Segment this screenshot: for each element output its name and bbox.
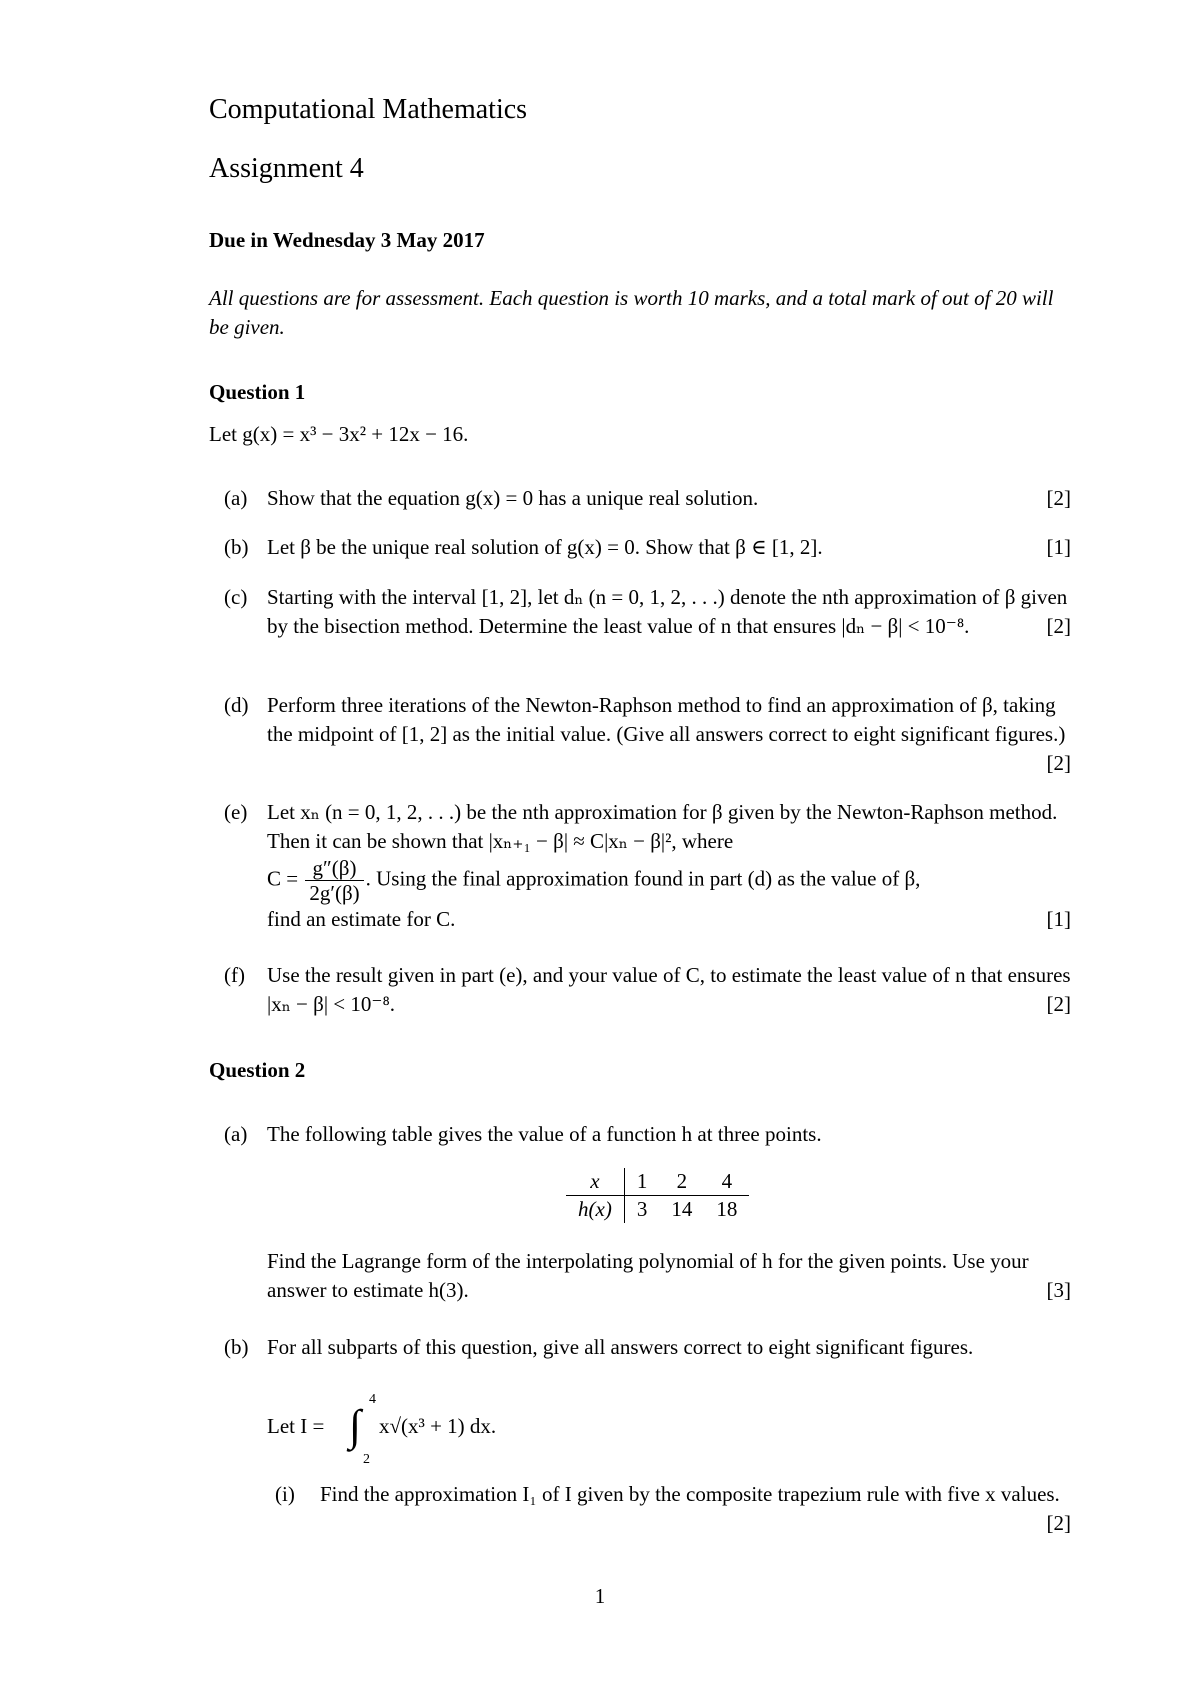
part-text: Find the Lagrange form of the interpolating polynomial of h for the given points. Use your answer to estimate h(3). — [267, 1249, 1029, 1302]
part-text: Use the result given in part (e), and your value of C, to estimate the least value of n that ensures |xₙ − β| < 10⁻⁸. — [267, 963, 1071, 1016]
table-cell: 3 — [636, 1197, 648, 1221]
question-2-part-b — [224, 1333, 1071, 1362]
part-text: Find the approximation I₁ of I given by the composite trapezium rule with five x values. — [320, 1482, 1060, 1506]
question-1-part-f — [224, 961, 1071, 1019]
integral-lower-limit: 2 — [363, 1452, 370, 1467]
question-2-part-a-continued — [224, 1247, 1071, 1305]
function-values-table — [566, 1168, 749, 1223]
table-row-header: h(x) — [566, 1196, 624, 1224]
table-cell: 4 — [704, 1168, 749, 1196]
part-mark: [2] — [1046, 992, 1071, 1016]
constant-c-fraction — [305, 856, 363, 905]
question-2-part-b-i — [275, 1480, 1071, 1538]
part-text: Let xₙ (n = 0, 1, 2, . . .) be the nth approximation for β given by the Newton-Raphson method. Then it can be shown that |xₙ₊₁ − β| ≈ C|xₙ − β|², where — [267, 800, 1058, 853]
part-mark: [1] — [1046, 535, 1071, 559]
table-cell: 1 — [624, 1168, 659, 1196]
part-text-continued: . Using the final approximation found in part (d) as the value of β, — [365, 866, 921, 891]
part-label: (b) — [224, 535, 249, 559]
part-label: (f) — [224, 963, 245, 987]
table-row — [566, 1196, 749, 1224]
part-text: Let β be the unique real solution of g(x) = 0. Show that β ∈ [1, 2]. — [267, 535, 823, 559]
integral-lhs: Let I = — [267, 1414, 325, 1438]
question-2-heading: Question 2 — [209, 1058, 306, 1082]
part-text: Show that the equation g(x) = 0 has a unique real solution. — [267, 486, 759, 510]
integral-sign: ∫ — [349, 1401, 362, 1450]
course-title: Computational Mathematics — [209, 94, 528, 125]
instructions: All questions are for assessment. Each question is worth 10 marks, and a total mark of out of 20 will be given. — [209, 286, 1054, 339]
question-1-intro: Let g(x) = x³ − 3x² + 12x − 16. — [209, 422, 469, 446]
part-label: (a) — [224, 486, 248, 510]
part-mark: [2] — [1046, 486, 1071, 510]
part-mark: [2] — [1046, 751, 1071, 775]
question-1-part-c — [224, 583, 1071, 641]
integrand: x√(x³ + 1) dx. — [379, 1414, 497, 1438]
part-label: (c) — [224, 585, 248, 609]
part-label: (e) — [224, 800, 248, 824]
part-label: (a) — [224, 1122, 248, 1146]
table-row-header: x — [566, 1168, 624, 1196]
question-2-part-a — [224, 1120, 1071, 1149]
question-1-part-a — [224, 484, 1071, 513]
part-text-end: find an estimate for C. — [267, 907, 456, 931]
table-cell: 18 — [716, 1197, 738, 1221]
part-text: For all subparts of this question, give all answers correct to eight significant figures. — [267, 1335, 974, 1359]
part-text: The following table gives the value of a function h at three points. — [267, 1122, 822, 1146]
due-date: Due in Wednesday 3 May 2017 — [209, 228, 485, 252]
assignment-title: Assignment 4 — [209, 153, 364, 184]
fraction-denominator: 2g′(β) — [309, 881, 360, 905]
integral-definition — [224, 1392, 1071, 1467]
constant-c-label: C = — [267, 866, 299, 891]
question-1-part-e — [224, 798, 1071, 934]
table-cell: 2 — [659, 1168, 704, 1196]
part-mark: [2] — [1046, 614, 1071, 638]
part-label: (i) — [275, 1482, 295, 1506]
table-row — [566, 1168, 749, 1196]
question-1-part-b — [224, 533, 1071, 562]
question-1-part-d — [224, 691, 1071, 778]
part-mark: [1] — [1046, 907, 1071, 931]
integral-upper-limit: 4 — [369, 1392, 376, 1407]
part-label: (d) — [224, 693, 249, 717]
part-text: Perform three iterations of the Newton-Raphson method to find an approximation of β, taking the midpoint of [1, 2] as the initial value. (Give all answers correct to eight significant figures.) — [267, 693, 1066, 746]
question-1-heading: Question 1 — [209, 380, 306, 404]
table-cell: 14 — [671, 1197, 693, 1221]
fraction-numerator: g″(β) — [305, 856, 363, 881]
page-number: 1 — [594, 1584, 606, 1608]
part-mark: [3] — [1046, 1278, 1071, 1302]
part-text: Starting with the interval [1, 2], let dₙ (n = 0, 1, 2, . . .) denote the nth approximation of β given by the bisection method. Determine the least value of n that ensures |dₙ − β| < 10⁻⁸. — [267, 585, 1068, 638]
part-mark: [2] — [1046, 1511, 1071, 1535]
part-label: (b) — [224, 1335, 249, 1359]
